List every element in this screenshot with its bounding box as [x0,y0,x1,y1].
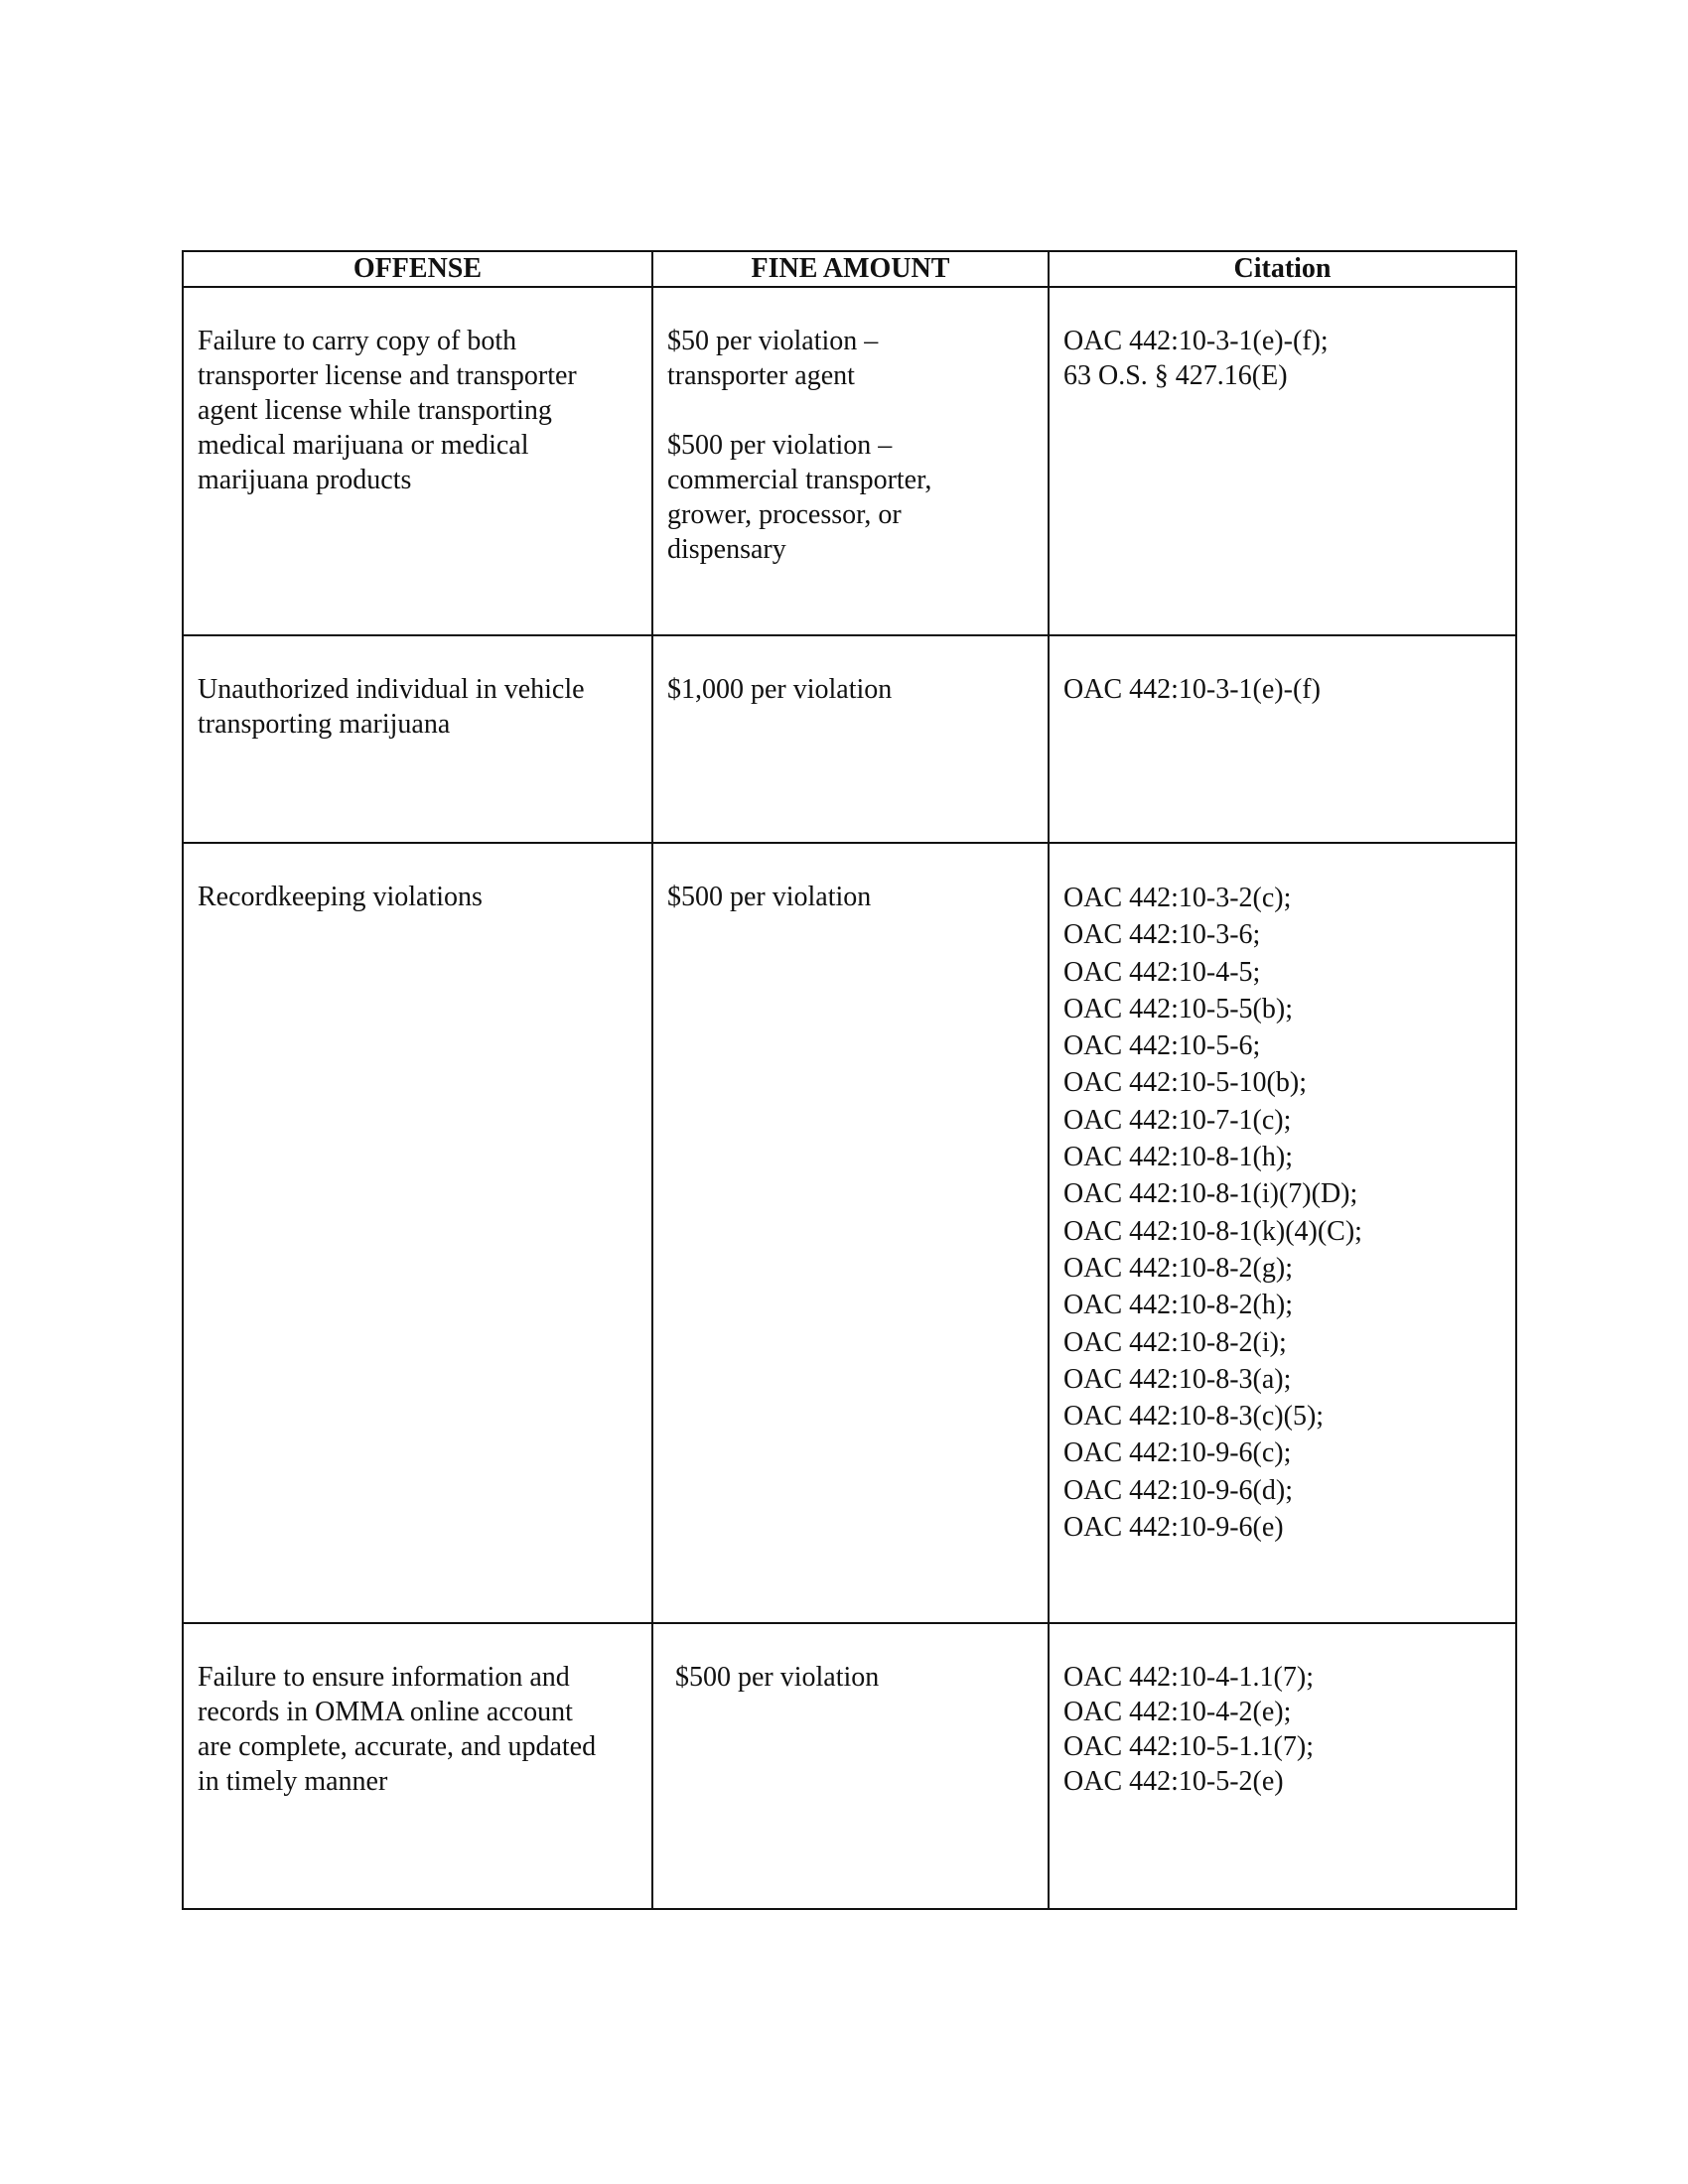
header-citation: Citation [1049,251,1516,287]
citation-line: OAC 442:10-8-2(g); [1063,1252,1293,1284]
header-fine-amount: FINE AMOUNT [652,251,1049,287]
offense-cell [183,843,652,1623]
fine-line: $500 per violation [675,1662,880,1693]
header-offense: OFFENSE [183,251,652,287]
citation-line: OAC 442:10-8-1(h); [1063,1142,1293,1173]
fine-cell [652,287,1049,635]
citation-line: OAC 442:10-8-2(i); [1063,1326,1287,1358]
offense-line: Failure to carry copy of both [198,326,517,356]
fine-line: $1,000 per violation [667,674,893,705]
offense-line: in timely manner [198,1766,388,1797]
fine-schedule-table [182,250,1517,1910]
citation-line: OAC 442:10-5-5(b); [1063,993,1293,1024]
fine-cell [652,635,1049,843]
citation-cell [1049,287,1516,635]
offense-line: Recordkeeping violations [198,882,483,912]
citation-line: OAC 442:10-4-2(e); [1063,1697,1292,1727]
offense-line: medical marijuana or medical [198,430,529,461]
offense-line: agent license while transporting [198,395,552,426]
offense-cell [183,635,652,843]
citation-line: 63 O.S. § 427.16(E) [1063,360,1288,391]
table-row [183,635,1516,843]
offense-line: are complete, accurate, and updated [198,1731,597,1762]
citation-line: OAC 442:10-3-2(c); [1063,883,1292,913]
offense-line: records in OMMA online account [198,1697,573,1727]
citation-line: OAC 442:10-8-1(k)(4)(C); [1063,1215,1362,1247]
citation-line: OAC 442:10-5-10(b); [1063,1067,1307,1099]
citation-line: OAC 442:10-8-3(a); [1063,1363,1292,1395]
fine-line: $50 per violation – [667,326,879,356]
table-row [183,843,1516,1623]
citation-line: OAC 442:10-8-1(i)(7)(D); [1063,1178,1358,1210]
offense-cell [183,287,652,635]
fine-line: $500 per violation [667,882,872,912]
citation-line: OAC 442:10-3-1(e)-(f) [1063,674,1321,705]
citation-line: OAC 442:10-5-1.1(7); [1063,1731,1314,1762]
offense-cell [183,1623,652,1909]
table-header-row [183,251,1516,287]
citation-cell [1049,843,1516,1623]
table-row [183,287,1516,635]
offense-line: Failure to ensure information and [198,1662,570,1693]
citation-line: OAC 442:10-5-2(e) [1063,1766,1284,1797]
citation-line: OAC 442:10-7-1(c); [1063,1104,1292,1136]
citation-line: OAC 442:10-9-6(c); [1063,1437,1292,1469]
table-row [183,1623,1516,1909]
citation-line: OAC 442:10-9-6(e) [1063,1512,1284,1544]
citation-list [1050,844,1515,1546]
fine-cell [652,1623,1049,1909]
offense-line: marijuana products [198,465,412,495]
fine-line: commercial transporter, [667,465,932,495]
citation-cell [1049,635,1516,843]
offense-line: Unauthorized individual in vehicle [198,674,585,705]
citation-line: OAC 442:10-4-5; [1063,956,1261,988]
offense-line: transporting marijuana [198,709,451,740]
citation-line: OAC 442:10-3-6; [1063,919,1261,951]
citation-line: OAC 442:10-8-3(c)(5); [1063,1401,1325,1433]
offense-line: transporter license and transporter [198,360,577,391]
fine-line: grower, processor, or [667,499,902,530]
citation-line: OAC 442:10-5-6; [1063,1030,1261,1062]
citation-line: OAC 442:10-3-1(e)-(f); [1063,326,1329,356]
citation-line: OAC 442:10-8-2(h); [1063,1290,1293,1321]
citation-cell [1049,1623,1516,1909]
fine-line: $500 per violation – [667,430,893,461]
citation-line: OAC 442:10-9-6(d); [1063,1474,1293,1506]
fine-line: dispensary [667,534,786,565]
fine-line: transporter agent [667,360,855,391]
citation-line: OAC 442:10-4-1.1(7); [1063,1662,1314,1693]
fine-cell [652,843,1049,1623]
